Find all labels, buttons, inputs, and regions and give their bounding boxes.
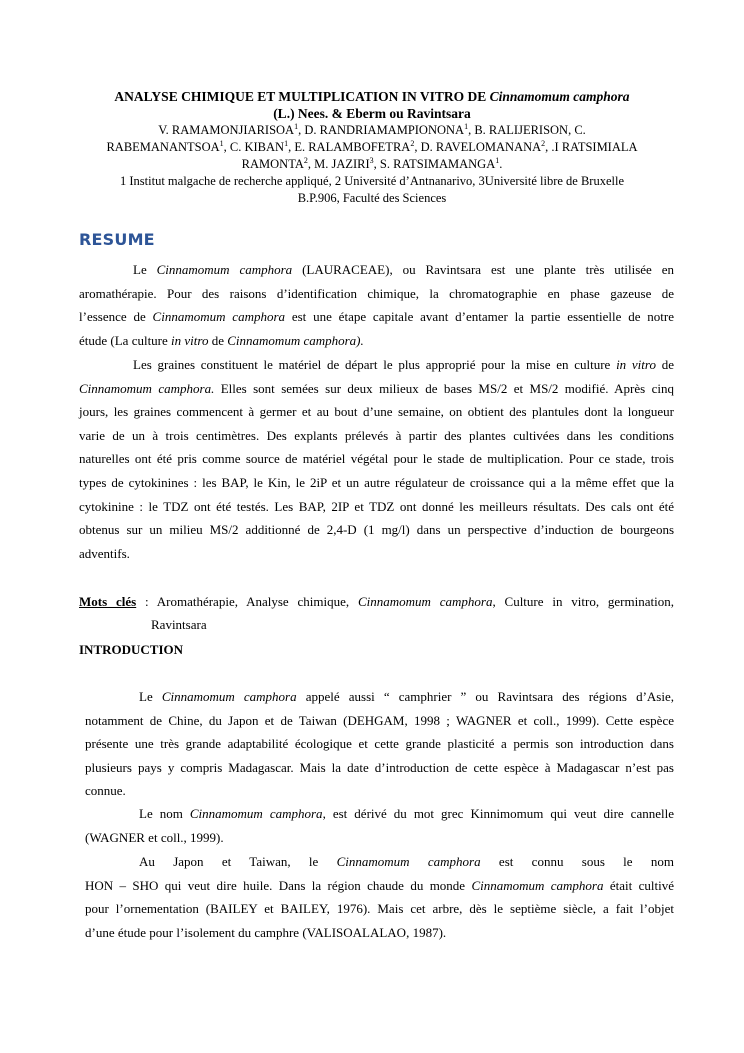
text-line: jours, les graines commencent à germer et au bout d’une semaine, on obtient des plantules dont la longueur xyxy=(79,404,674,420)
text-line: Cinnamomum camphora. Elles sont semées sur deux milieux de bases MS/2 et MS/2 modifié. Après cinq xyxy=(79,380,675,396)
text-line: (WAGNER et coll., 1999). xyxy=(85,829,224,845)
text-line: types de cytokinines : les BAP, le Kin, le 2iP et un autre régulateur de croissance qui a la même effet que la xyxy=(79,474,674,490)
keywords-block xyxy=(79,590,674,636)
text-line: connue. xyxy=(85,783,126,799)
text-line: notamment de Chine, du Japon et de Taiwan (DEHGAM, 1998 ; WAGNER et coll., 1999). Cette espèce xyxy=(85,712,674,728)
authors-line-3: RAMONTA$^2$, M. JAZIRI$^3$, S. RATSIMAMANGA$^1$. xyxy=(241,155,503,171)
abstract-paragraph-2 xyxy=(79,353,674,565)
text-line: Le Cinnamomum camphora (LAURACEAE), ou Ravintsara est une plante très utilisée en xyxy=(133,262,674,277)
text-line: étude (La culture in vitro de Cinnamomum camphora). xyxy=(79,332,364,348)
text-line: Le Cinnamomum camphora appelé aussi “ camphrier ” ou Ravintsara des régions d’Asie, xyxy=(139,689,674,704)
text-line: Les graines constituent le matériel de départ le plus approprié pour la mise en culture in vitro de xyxy=(133,357,674,372)
keywords-line-1: Mots clés : Aromathérapie, Analyse chimique, Cinnamomum camphora, Culture in vitro, germination, xyxy=(79,594,674,609)
text-line: Au Japon et Taiwan, le Cinnamomum camphora est connu sous le nom xyxy=(139,854,674,869)
paper-title-line-1: ANALYSE CHIMIQUE ET MULTIPLICATION IN VITRO DE Cinnamomum camphora xyxy=(114,89,630,104)
introduction-paragraph-3 xyxy=(85,850,674,944)
text-line: cytokinine : le TDZ ont été testés. Les BAP, 2IP et TDZ ont donné les meilleurs résultats. Des cals ont été xyxy=(79,498,674,514)
resume-heading: RESUME xyxy=(79,230,155,249)
keywords-label: Mots clés xyxy=(79,594,137,609)
authors-line-1: V. RAMAMONJIARISOA$^1$, D. RANDRIAMAMPIONONA$^1$, B. RALIJERISON, C. xyxy=(158,121,586,137)
introduction-heading: INTRODUCTION xyxy=(79,642,184,657)
text-line: plusieurs pays y compris Madagascar. Mais la date d’introduction de cette espèce à Madagascar n’est pas xyxy=(85,759,674,775)
authors-line-2: RABEMANANTSOA$^1$, C. KIBAN$^1$, E. RALAMBOFETRA$^2$, D. RAVELOMANANA$^2$, .I RATSIMIALA xyxy=(106,138,638,154)
keywords-line-2: Ravintsara xyxy=(151,617,207,632)
paper-title-line-2: (L.) Nees. & Eberm ou Ravintsara xyxy=(273,106,471,121)
text-line: Le nom Cinnamomum camphora, est dérivé du mot grec Kinnimomum qui veut dire cannelle xyxy=(139,806,674,821)
text-line: HON – SHO qui veut dire huile. Dans la région chaude du monde Cinnamomum camphora était cultivé xyxy=(85,877,674,893)
text-line: varie de un à trois centimètres. Des explants prélevés à partir des plantes cultivées dans les conditions xyxy=(79,427,674,443)
text-line: obtenus sur un milieu MS/2 additionné de 2,4-D (1 mg/l) dans un perspective d’induction de bourgeons xyxy=(79,522,674,538)
text-line: aromathérapie. Pour des raisons d’identification chimique, la chromatographie en phase gazeuse de xyxy=(79,285,674,301)
text-line: pour l’ornementation (BAILEY et BAILEY, 1976). Mais cet arbre, dès le septième siècle, a fait l’objet xyxy=(85,901,674,917)
title-block xyxy=(70,88,674,207)
species-name: Cinnamomum camphora xyxy=(489,89,630,104)
abstract-paragraph-1 xyxy=(79,258,674,352)
affiliation-line-2: B.P.906, Faculté des Sciences xyxy=(297,191,447,205)
text-line: présente une très grande adaptabilité écologique et cette grande plasticité a permis son introduction dans xyxy=(85,736,674,752)
text-line: adventifs. xyxy=(79,545,130,561)
introduction-paragraph-1 xyxy=(85,685,674,803)
affiliation-line-1: 1 Institut malgache de recherche appliqué, 2 Université d’Antnanarivo, 3Université libre de Bruxelle xyxy=(120,174,624,188)
text-line: naturelles ont été pris comme source de matériel végétal pour le stade de multiplication. Pour ce stade, trois xyxy=(79,451,674,467)
text-line: d’une étude pour l’isolement du camphre (VALISOALALAO, 1987). xyxy=(85,924,447,940)
text-line: l’essence de Cinnamomum camphora est une étape capitale avant d’entamer la partie essentielle de notre xyxy=(79,309,674,325)
introduction-paragraph-2 xyxy=(85,802,674,849)
